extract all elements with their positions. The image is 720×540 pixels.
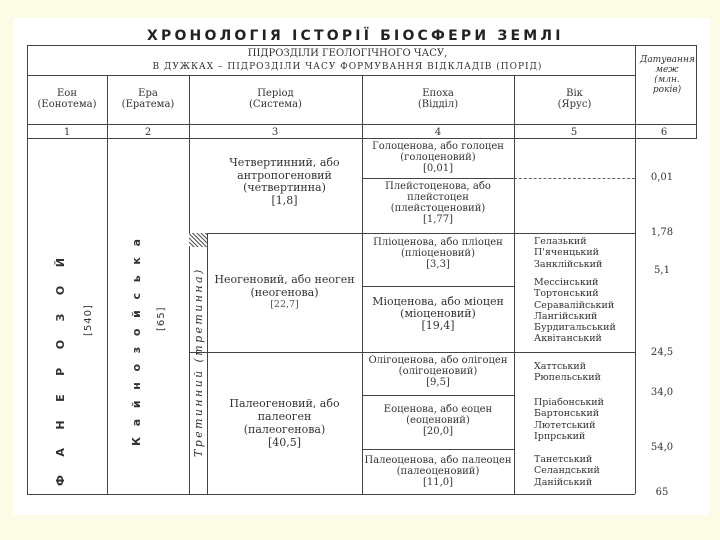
col-header-eon-name: Еон [57,88,77,99]
era-duration: [65] [156,306,167,331]
header-line-1: ПІДРОЗДІЛИ ГЕОЛОГІЧНОГО ЧАСУ, [247,48,448,59]
epoch-pliocene [362,237,514,270]
age-messinian: Мессінський [534,277,599,288]
age-rupelian: Рюпельський [534,372,601,384]
col-number-6: 6 [660,127,668,138]
col-header-eon-sub: (Еонотема) [37,99,97,110]
col-number-2: 2 [144,127,152,138]
boundary-34-0: 34,0 [650,387,674,398]
col-header-epoch-name: Епоха [422,88,454,99]
period-paleogene [207,397,362,449]
epoch-paleocene-duration: [11,0] [422,477,454,488]
tertiary-hatch-top [189,233,207,247]
epoch-holocene [362,141,514,174]
dating-header-line-2: меж [655,65,679,75]
period-quaternary-line-3: (четвертинна) [243,181,326,194]
period-neogene [207,274,362,312]
age-zanclean: Занклійський [534,258,603,270]
period-quaternary-duration: [1,8] [271,193,298,207]
age-aquitanian: Аквітанський [534,333,602,345]
age-tortonian: Тортонський [534,288,599,300]
boundary-65: 65 [655,487,669,498]
col-header-age-name: Вік [566,88,583,99]
dating-header [640,55,694,95]
age-danian: Данійський [534,476,593,488]
epoch-oligocene-line-1: Олігоценова, або олігоцен [368,355,508,366]
age-burdigalian: Бурдигальський [534,322,616,334]
col-divider-2 [189,75,190,494]
period-quaternary [207,157,362,207]
epoch-divider-4 [362,449,514,450]
epoch-miocene-duration: [19,4] [421,319,455,332]
col-number-3: 3 [271,127,279,138]
age-thanetian: Танетський [534,454,593,465]
boundary-5-1: 5,1 [654,265,670,276]
col-header-eon [27,88,107,110]
period-quaternary-line-2: антропогеновий [237,168,332,182]
age-lutetian: Лютетський [534,419,596,431]
period-paleogene-line-2: палеоген [257,410,312,423]
age-priabonian: Пріабонський [534,397,604,408]
col-header-period-name: Період [257,88,294,99]
period-paleogene-duration: [40,5] [267,436,302,449]
epoch-divider-1 [362,178,514,179]
epoch-paleocene-line-2: (палеоценовий) [396,466,480,477]
col-header-age [514,88,635,110]
dating-header-line-3: (млн. років) [652,75,682,95]
epoch-eocene-duration: [20,0] [422,426,454,437]
epoch-paleocene [362,455,514,488]
eon-label: ФАНЕРОЗОЙ [54,239,67,486]
page-title: ХРОНОЛОГІЯ ІСТОРІЇ БІОСФЕРИ ЗЕМЛІ [147,28,564,44]
table-left-border [27,45,28,494]
period-paleogene-line-3: (палеогенова) [243,423,326,436]
col-header-epoch [362,88,514,110]
col-header-period-sub: (Система) [249,99,302,110]
tertiary-label: Третинний (третинна) [192,267,205,457]
col-header-age-sub: (Ярус) [557,99,592,110]
dating-header-line-1: Датування [640,55,695,65]
header-line-2: В ДУЖКАХ – ПІДРОЗДІЛИ ЧАСУ ФОРМУВАННЯ ВІДКЛАДІВ (ПОРІД) [152,62,543,72]
epoch-oligocene [362,355,514,388]
header-divider [27,75,635,76]
period-paleogene-line-1: Палеогеновий, або [229,397,340,410]
epoch-pliocene-line-1: Пліоценова, або пліоцен [373,237,503,248]
epoch-eocene-line-2: (еоценовий) [406,415,470,426]
col-divider-4 [514,75,515,494]
table-top-border [27,45,635,46]
epoch-oligocene-line-2: (олігоценовий) [398,366,478,377]
ages-eocene [534,397,604,442]
period-neogene-line-1: Неогеновий, або неоген [214,273,355,286]
epoch-pliocene-line-2: (пліоценовий) [400,248,476,259]
epoch-pliocene-duration: [3,3] [426,259,450,270]
period-neogene-line-2: (неогенова) [250,285,319,299]
period-quaternary-line-1: Четвертинний, або [229,156,340,169]
boundary-1-78: 1,78 [650,227,674,238]
age-selandian: Селандський [534,465,600,477]
era-label: Кайнозойська [130,228,143,446]
holocene-boundary-dashed [514,178,635,179]
epoch-pleistocene-duration: [1,77] [422,214,454,225]
boundary-54-0: 54,0 [650,442,674,453]
ages-oligocene [534,361,601,384]
epoch-pleistocene-line-1: Плейстоценова, або [385,181,491,192]
ages-pliocene [534,236,602,270]
col-header-era [107,88,189,110]
age-langhian: Лангійський [534,310,598,322]
epoch-eocene [362,404,514,437]
epoch-pleistocene-line-3: (плейстоценовий) [390,203,486,214]
dating-right-border [696,45,697,138]
epoch-oligocene-duration: [9,5] [426,377,450,388]
period-divider-2 [189,352,635,353]
epoch-miocene-line-1: Міоценова, або міоцен [372,295,504,308]
epoch-miocene-line-2: (міоценовий) [400,307,476,320]
age-piacenzian: П'яченцький [534,247,600,259]
epoch-pleistocene-line-2: плейстоцен [407,192,469,203]
col-header-period [189,88,362,110]
col-header-epoch-sub: (Відділ) [417,99,459,110]
col-header-era-sub: (Ератема) [121,99,175,110]
col-header-era-name: Ера [138,88,158,99]
dating-top-border [635,45,696,46]
boundary-0-01: 0,01 [650,172,674,183]
epoch-holocene-line-2: (голоценовий) [400,152,476,163]
age-gelasian: Гелазький [534,236,587,247]
epoch-eocene-line-1: Еоценова, або еоцен [383,404,493,415]
col-divider-1 [107,75,108,494]
epoch-paleocene-line-1: Палеоценова, або палеоцен [364,455,512,466]
epoch-divider-2 [362,286,514,287]
age-serravallian: Серавалійський [534,299,615,311]
period-neogene-duration: [22,7] [270,299,299,310]
ages-paleocene [534,454,600,488]
boundary-24-5: 24,5 [650,347,674,358]
col-number-5: 5 [570,127,578,138]
col-number-1: 1 [63,127,71,138]
eon-duration: [540] [83,304,94,336]
age-chattian: Хаттський [534,361,587,372]
col-divider-5 [635,45,636,494]
epoch-pleistocene [362,181,514,225]
ages-miocene [534,277,616,345]
epoch-holocene-duration: [0,01] [422,163,454,174]
age-ypresian: Ірпрський [534,430,586,442]
epoch-holocene-line-1: Голоценова, або голоцен [372,141,504,152]
age-bartonian: Бартонський [534,408,600,420]
epoch-miocene [362,296,514,332]
period-divider-1 [189,233,635,234]
tertiary-strip-border [207,233,208,494]
table-bottom-border [27,494,635,495]
epoch-divider-3 [362,395,514,396]
col-number-4: 4 [434,127,442,138]
